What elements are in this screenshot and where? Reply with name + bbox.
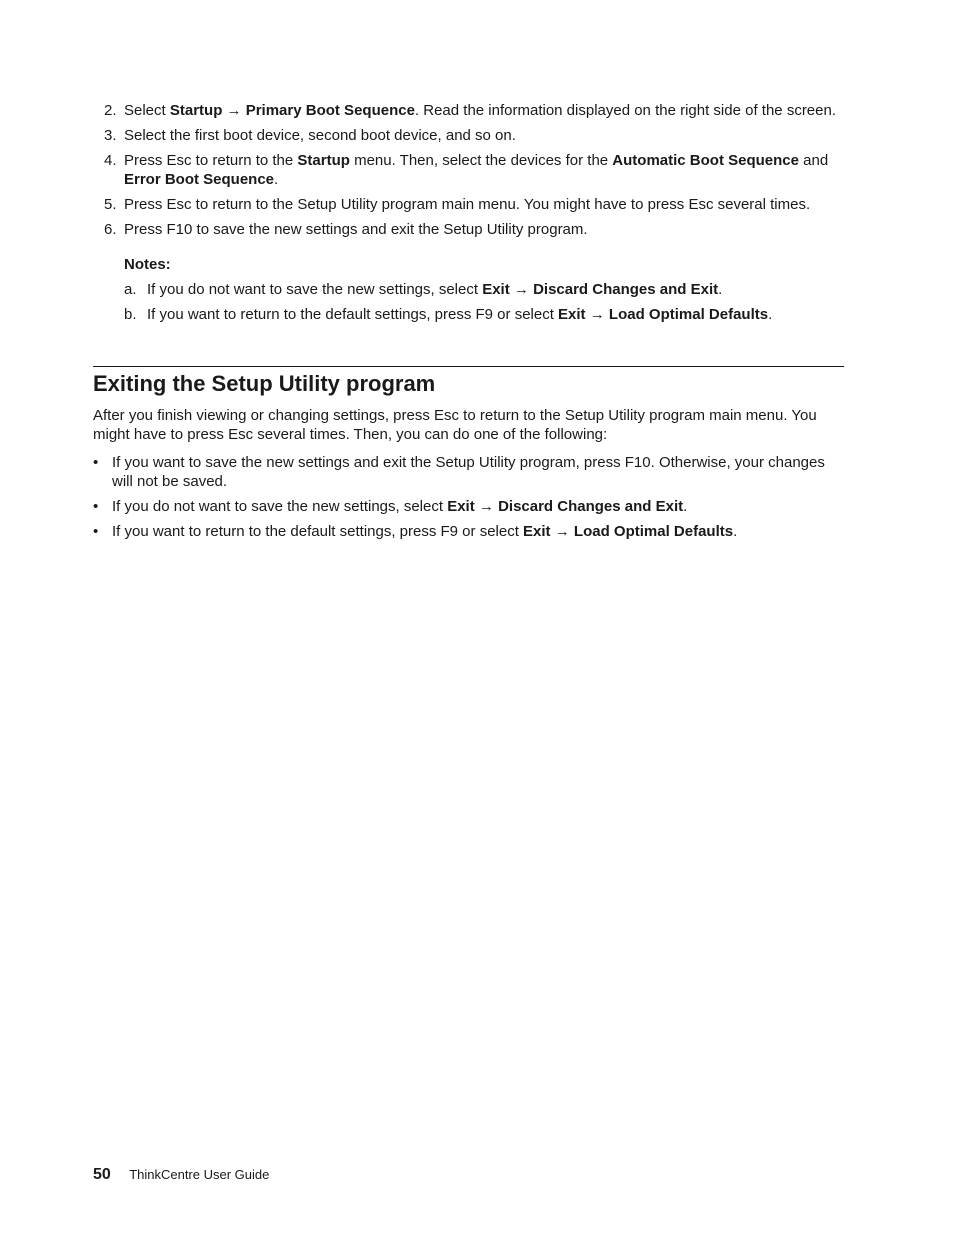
notes-block	[124, 255, 843, 324]
bullet-marker: •	[93, 523, 99, 540]
step-text: Press Esc to return to the Startup menu. Then, select the devices for the Automatic Boot Sequence and Error Boot Sequence.	[124, 152, 829, 188]
section-heading: Exiting the Setup Utility program	[93, 371, 436, 396]
note-text: If you do not want to save the new settings, select Exit → Discard Changes and Exit.	[147, 281, 723, 298]
notes-title: Notes:	[124, 256, 171, 273]
step-item	[93, 101, 843, 120]
section-body	[93, 406, 838, 547]
section-intro: After you finish viewing or changing settings, press Esc to return to the Setup Utility program main menu. You might have to press Esc several times. Then, you can do one of the following:	[93, 407, 817, 443]
bullet-marker: •	[93, 498, 99, 515]
step-text: Select the first boot device, second boot device, and so on.	[124, 127, 516, 144]
step-number: 6.	[104, 221, 117, 238]
note-item	[124, 305, 843, 324]
step-number: 2.	[104, 102, 117, 119]
document-title: ThinkCentre User Guide	[129, 1167, 270, 1182]
bullet-text: If you want to return to the default settings, press F9 or select Exit → Load Optimal Defaults.	[112, 523, 738, 540]
note-item	[124, 280, 843, 299]
bullet-text: If you do not want to save the new settings, select Exit → Discard Changes and Exit.	[112, 498, 688, 515]
step-number: 3.	[104, 127, 117, 144]
step-text: Press Esc to return to the Setup Utility program main menu. You might have to press Esc several times.	[124, 196, 811, 213]
step-number: 5.	[104, 196, 117, 213]
bullet-text: If you want to save the new settings and exit the Setup Utility program, press F10. Otherwise, your changes will not be saved.	[112, 454, 825, 490]
bullet-item	[93, 497, 838, 516]
page-number: 50	[93, 1166, 111, 1183]
note-letter: b.	[124, 306, 137, 323]
step-item	[93, 151, 843, 189]
bullet-marker: •	[93, 454, 99, 471]
step-item	[93, 126, 843, 145]
bullet-item	[93, 522, 838, 541]
procedure-steps	[93, 101, 843, 330]
step-text: Press F10 to save the new settings and exit the Setup Utility program.	[124, 221, 588, 238]
section-divider	[93, 366, 844, 367]
page-footer	[93, 1165, 269, 1185]
note-text: If you want to return to the default settings, press F9 or select Exit → Load Optimal Defaults.	[147, 306, 773, 323]
step-text: Select Startup → Primary Boot Sequence. Read the information displayed on the right side of the screen.	[124, 102, 837, 119]
step-item	[93, 220, 843, 239]
step-item	[93, 195, 843, 214]
bullet-item	[93, 453, 838, 491]
note-letter: a.	[124, 281, 137, 298]
step-number: 4.	[104, 152, 117, 169]
